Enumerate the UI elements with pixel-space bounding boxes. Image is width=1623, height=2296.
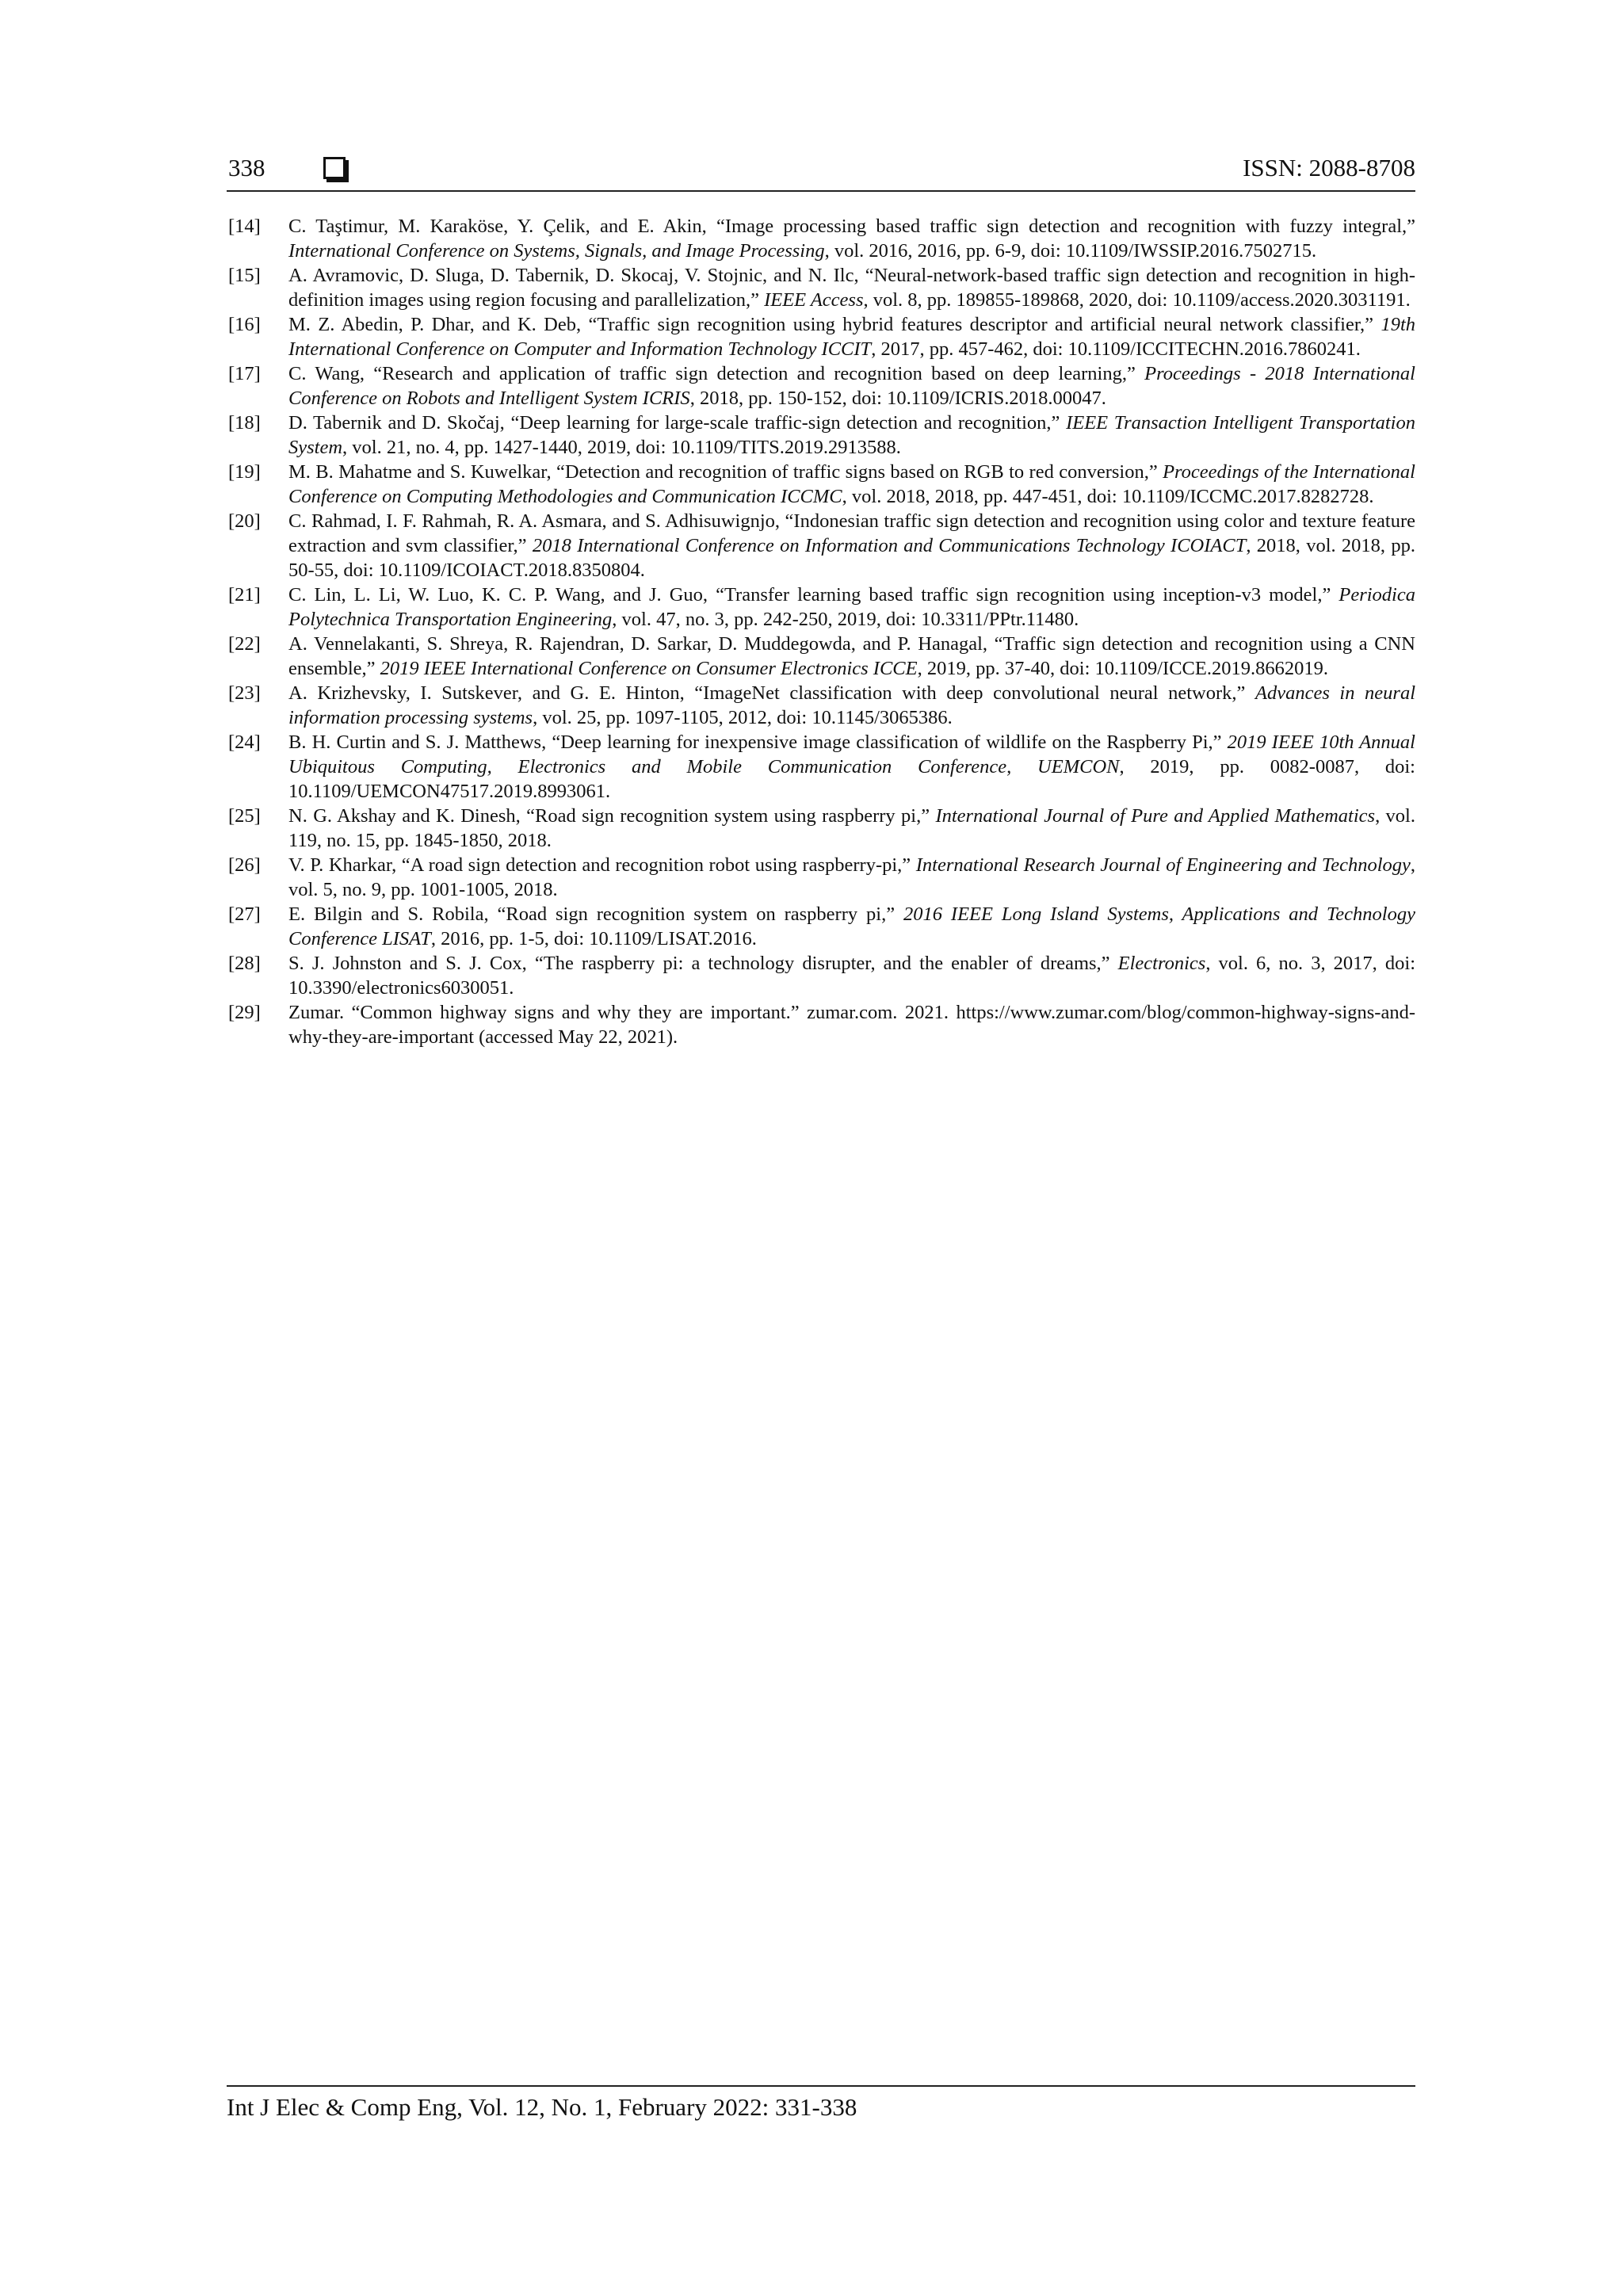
reference-item (227, 411, 1415, 460)
reference-number: [27] (228, 904, 261, 925)
square-box-icon (323, 157, 346, 179)
reference-text: B. H. Curtin and S. J. Matthews, “Deep learning for inexpensive image classification of wildlife on the Raspberry Pi,” 2019 IEEE 10th Annual Ubiquitous Computing, Electronics and Mobile Communication Conference, UEMCON, 2019, pp. 0082-0087, doi: 10.1109/UEMCON47517.2019.8993061. (288, 732, 1415, 802)
reference-item (227, 853, 1415, 902)
reference-item (227, 312, 1415, 361)
reference-number: [15] (228, 265, 261, 286)
reference-venue: IEEE Transaction Intelligent Transportation System (288, 412, 1415, 458)
journal-citation: Int J Elec & Comp Eng, Vol. 12, No. 1, February 2022: 331-338 (227, 2093, 857, 2121)
reference-text: S. J. Johnston and S. J. Cox, “The raspberry pi: a technology disrupter, and the enabler of dreams,” Electronics, vol. 6, no. 3, 2017, doi: 10.3390/electronics6030051. (288, 953, 1415, 999)
reference-number: [29] (228, 1002, 261, 1023)
reference-item (227, 681, 1415, 730)
reference-number: [17] (228, 363, 261, 384)
reference-item (227, 632, 1415, 681)
reference-number: [18] (228, 412, 261, 434)
issn-label: ISSN: 2088-8708 (1243, 154, 1415, 181)
reference-venue: 2018 International Conference on Information and Communications Technology ICOIACT (532, 535, 1247, 556)
reference-text: M. B. Mahatme and S. Kuwelkar, “Detection and recognition of traffic signs based on RGB to red conversion,” Proceedings of the International Conference on Computing Methodologies and Communication ICCMC, vol. 2018, 2018, pp. 447-451, doi: 10.1109/ICCMC.2017.8282728. (288, 461, 1415, 507)
reference-number: [22] (228, 633, 261, 655)
reference-venue: Proceedings - 2018 International Conference on Robots and Intelligent System ICRIS (288, 363, 1415, 409)
reference-text: A. Vennelakanti, S. Shreya, R. Rajendran, D. Sarkar, D. Muddegowda, and P. Hanagal, “Traffic sign detection and recognition using a CNN ensemble,” 2019 IEEE International Conference on Consumer Electronics ICCE, 2019, pp. 37-40, doi: 10.1109/ICCE.2019.8662019. (288, 633, 1415, 679)
reference-text: V. P. Kharkar, “A road sign detection and recognition robot using raspberry-pi,” International Research Journal of Engineering and Technology, vol. 5, no. 9, pp. 1001-1005, 2018. (288, 854, 1415, 900)
reference-venue: International Conference on Systems, Signals, and Image Processing (288, 240, 825, 262)
reference-text: C. Rahmad, I. F. Rahmah, R. A. Asmara, and S. Adhisuwignjo, “Indonesian traffic sign detection and recognition using color and texture feature extraction and svm classifier,” 2018 International Conference on Information and Communications Technology ICOIACT, 2018, vol. 2018, pp. 50-55, doi: 10.1109/ICOIACT.2018.8350804. (288, 510, 1415, 581)
reference-number: [26] (228, 854, 261, 876)
reference-venue: 19th International Conference on Computer and Information Technology ICCIT (288, 314, 1415, 360)
reference-text: C. Wang, “Research and application of traffic sign detection and recognition based on deep learning,” Proceedings - 2018 International Conference on Robots and Intelligent System ICRIS, 2018, pp. 150-152, doi: 10.1109/ICRIS.2018.00047. (288, 363, 1415, 409)
reference-venue: 2016 IEEE Long Island Systems, Applications and Technology Conference LISAT (288, 904, 1415, 949)
reference-item (227, 804, 1415, 853)
reference-venue: Electronics (1117, 953, 1206, 974)
reference-number: [14] (228, 216, 261, 237)
reference-text: A. Avramovic, D. Sluga, D. Tabernik, D. Skocaj, V. Stojnic, and N. Ilc, “Neural-network-based traffic sign detection and recognition in high-definition images using region focusing and parallelization,” IEEE Access, vol. 8, pp. 189855-189868, 2020, doi: 10.1109/access.2020.3031191. (288, 265, 1415, 311)
reference-item (227, 902, 1415, 951)
reference-venue: International Research Journal of Engineering and Technology (915, 854, 1411, 876)
reference-text: C. Taştimur, M. Karaköse, Y. Çelik, and E. Akin, “Image processing based traffic sign detection and recognition with fuzzy integral,” International Conference on Systems, Signals, and Image Processing, vol. 2016, 2016, pp. 6-9, doi: 10.1109/IWSSIP.2016.7502715. (288, 216, 1415, 262)
reference-number: [28] (228, 953, 261, 974)
reference-venue: Advances in neural information processing systems (288, 682, 1416, 728)
reference-number: [20] (228, 510, 261, 532)
reference-venue: International Journal of Pure and Applied Mathematics (935, 805, 1376, 827)
reference-number: [24] (228, 732, 261, 753)
reference-text: E. Bilgin and S. Robila, “Road sign recognition system on raspberry pi,” 2016 IEEE Long Island Systems, Applications and Technology Conference LISAT, 2016, pp. 1-5, doi: 10.1109/LISAT.2016. (288, 904, 1415, 949)
reference-venue: Periodica Polytechnica Transportation Engineering (288, 584, 1415, 630)
reference-list (227, 214, 1415, 1049)
reference-text: D. Tabernik and D. Skočaj, “Deep learning for large-scale traffic-sign detection and recognition,” IEEE Transaction Intelligent Transportation System, vol. 21, no. 4, pp. 1427-1440, 2019, doi: 10.1109/TITS.2019.2913588. (288, 412, 1415, 458)
reference-number: [23] (228, 682, 261, 704)
reference-venue: 2019 IEEE International Conference on Consumer Electronics ICCE (380, 658, 918, 679)
reference-text: Zumar. “Common highway signs and why they are important.” zumar.com. 2021. https://www.zumar.com/blog/common-highway-signs-and-why-they-are-important (accessed May 22, 2021). (288, 1002, 1415, 1048)
reference-number: [25] (228, 805, 261, 827)
reference-item (227, 263, 1415, 312)
reference-number: [16] (228, 314, 261, 335)
reference-text: A. Krizhevsky, I. Sutskever, and G. E. Hinton, “ImageNet classification with deep convolutional neural network,” Advances in neural information processing systems, vol. 25, pp. 1097-1105, 2012, doi: 10.1145/3065386. (288, 682, 1416, 728)
reference-text: C. Lin, L. Li, W. Luo, K. C. P. Wang, and J. Guo, “Transfer learning based traffic sign recognition using inception-v3 model,” Periodica Polytechnica Transportation Engineering, vol. 47, no. 3, pp. 242-250, 2019, doi: 10.3311/PPtr.11480. (288, 584, 1415, 630)
reference-item (227, 361, 1415, 411)
reference-text: N. G. Akshay and K. Dinesh, “Road sign recognition system using raspberry pi,” International Journal of Pure and Applied Mathematics, vol. 119, no. 15, pp. 1845-1850, 2018. (288, 805, 1415, 851)
reference-item (227, 730, 1415, 804)
page-number: 338 (228, 154, 265, 181)
reference-item (227, 951, 1415, 1000)
reference-item (227, 1000, 1415, 1049)
reference-venue: Proceedings of the International Conference on Computing Methodologies and Communication ICCMC (288, 461, 1415, 507)
reference-item (227, 460, 1415, 509)
reference-venue: IEEE Access (764, 289, 864, 311)
reference-number: [21] (228, 584, 261, 606)
page-footer (227, 2085, 1415, 2123)
reference-item (227, 509, 1415, 583)
reference-text: M. Z. Abedin, P. Dhar, and K. Deb, “Traffic sign recognition using hybrid features descriptor and artificial neural network classifier,” 19th International Conference on Computer and Information Technology ICCIT, 2017, pp. 457-462, doi: 10.1109/ICCITECHN.2016.7860241. (288, 314, 1415, 360)
reference-number: [19] (228, 461, 261, 483)
reference-item (227, 583, 1415, 632)
reference-venue: 2019 IEEE 10th Annual Ubiquitous Computing, Electronics and Mobile Communication Conference, UEMCON (288, 732, 1415, 777)
reference-item (227, 214, 1415, 263)
page-header (227, 152, 1415, 192)
